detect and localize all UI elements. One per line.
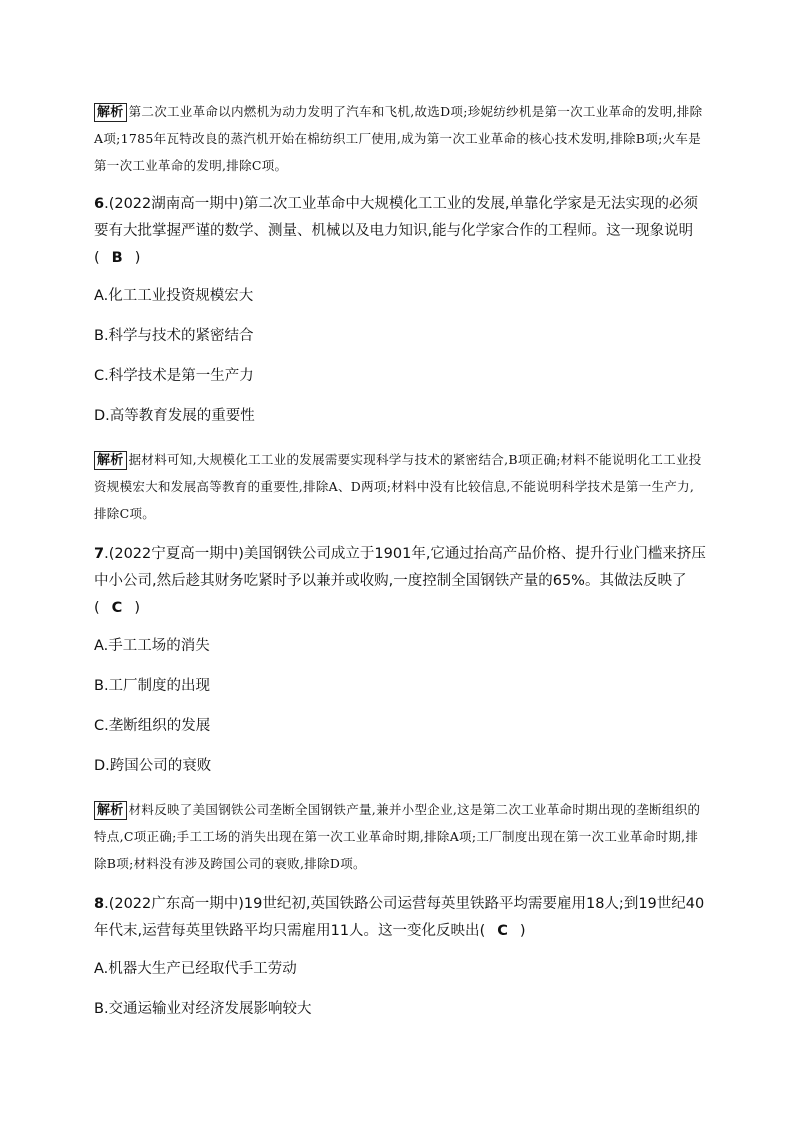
option-b: B.科学与技术的紧密结合 [94,328,254,344]
paren-close: ) [134,250,141,266]
option-b: B.交通运输业对经济发展影响较大 [94,1001,312,1017]
option-c: C.科学技术是第一生产力 [94,368,254,384]
option-a: A.化工工业投资规模宏大 [94,288,254,304]
question-7 [94,541,706,622]
paren-open: ( [94,250,100,266]
analysis-tag: 解析 [94,451,127,470]
analysis-text: 据材料可知,大规模化工工业的发展需要实现科学与技术的紧密结合,B项正确;材料不能说明化工工业投资规模宏大和发展高等教育的重要性,排除A、D两项;材料中没有比较信息,不能说明科学技术是第一生产力,排除C项。 [94,452,702,521]
paren-open: ( [94,600,100,616]
option-d: D.高等教育发展的重要性 [94,408,255,424]
analysis-q7 [94,796,706,877]
paren-close: ) [134,600,140,616]
question-source: .(2022湖南高一期中) [104,196,244,212]
paren-close: ) [519,923,526,939]
question-source: .(2022广东高一期中) [104,896,244,912]
option-a: A.机器大生产已经取代手工劳动 [94,961,297,977]
analysis-text: 材料反映了美国钢铁公司垄断全国钢铁产量,兼并小型企业,这是第二次工业革命时期出现的垄断组织的特点,C项正确;手工工场的消失出现在第一次工业革命时期,排除A项;工厂制度出现在第一次工业革命时期,排除B项;材料没有涉及跨国公司的衰败,排除D项。 [94,802,701,871]
question-number: 8 [94,896,105,912]
question-6 [94,191,706,272]
question-stem: 第二次工业革命中大规模化工工业的发展,单靠化学家是无法实现的必须要有大批掌握严谨的数学、测量、机械以及电力知识,能与化学家合作的工程师。这一现象说明 [94,196,699,239]
answer-letter: C [111,600,123,616]
question-source: .(2022宁夏高一期中) [104,546,244,562]
analysis-text: 第二次工业革命以内燃机为动力发明了汽车和飞机,故选D项;珍妮纺纱机是第一次工业革命的发明,排除A项;1785年瓦特改良的蒸汽机开始在棉纺织工厂使用,成为第一次工业革命的核心技术发明,排除B项;火车是第一次工业革命的发明,排除C项。 [94,104,703,173]
document-page [94,98,706,1039]
option-c: C.垄断组织的发展 [94,718,211,734]
answer-letter: B [111,250,123,266]
analysis-tag: 解析 [94,103,127,122]
question-8 [94,891,706,945]
question-stem: 美国钢铁公司成立于1901年,它通过抬高产品价格、提升行业门槛来挤压中小公司,然后趁其财务吃紧时予以兼并或收购,一度控制全国钢铁产量的65%。其做法反映了 [94,546,706,589]
analysis-tag: 解析 [94,801,127,820]
answer-letter: C [497,923,508,939]
option-a: A.手工工场的消失 [94,638,210,654]
question-number: 7 [94,546,105,562]
analysis-q5 [94,98,706,179]
analysis-q6 [94,446,706,527]
option-d: D.跨国公司的衰败 [94,758,212,774]
question-number: 6 [94,196,105,212]
paren-open: ( [479,923,486,939]
option-b: B.工厂制度的出现 [94,678,211,694]
question-stem: 19世纪初,英国铁路公司运营每英里铁路平均需要雇用18人;到19世纪40年代末,运营每英里铁路平均只需雇用11人。这一变化反映出 [94,896,705,939]
